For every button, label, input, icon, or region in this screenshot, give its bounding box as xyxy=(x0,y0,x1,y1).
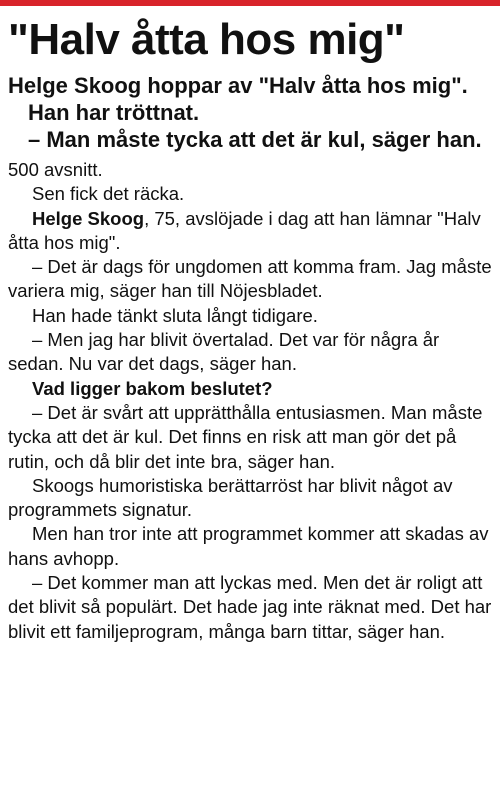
paragraph: – Det kommer man att lyckas med. Men det är roligt att det blivit så populärt. Det hade jag inte räknat med. Det har blivit ett familjeprogram, många barn tittar, säger han. xyxy=(8,572,492,642)
top-accent-bar xyxy=(0,0,500,6)
paragraph: Sen fick det räcka. xyxy=(32,183,185,205)
ingress-line-2: Han har tröttnat. xyxy=(28,100,200,125)
paragraph: Han hade tänkt sluta långt tidigare. xyxy=(32,304,318,326)
ingress-quote: – Man måste tycka att det är kul, säger han. xyxy=(28,127,482,152)
article-body xyxy=(8,158,496,644)
paragraph: – Det är svårt att upprätthålla entusiasmen. Man måste tycka att det är kul. Det finns en risk att man gör det på rutin, och då blir det inte bra, säger han. xyxy=(8,401,483,472)
paragraph xyxy=(8,207,496,256)
subheading: Vad ligger bakom beslutet? xyxy=(32,377,273,399)
paragraph-text: , 75, avslöjade i dag att han lämnar "Halv åtta hos mig". xyxy=(8,207,481,253)
article xyxy=(8,14,496,644)
ingress-line-1: Helge Skoog hoppar av "Halv åtta hos mig". xyxy=(8,73,468,98)
paragraph: Men han tror inte att programmet kommer att skadas av hans avhopp. xyxy=(8,523,489,569)
paragraph: Skoogs humoristiska berättarröst har blivit något av programmets signatur. xyxy=(8,474,453,521)
headline: "Halv åtta hos mig" xyxy=(8,15,405,64)
paragraph: 500 avsnitt. xyxy=(8,159,103,180)
paragraph: – Det är dags för ungdomen att komma fram. Jag måste variera mig, säger han till Nöjesbladet. xyxy=(8,256,492,302)
person-name: Helge Skoog xyxy=(32,207,145,229)
paragraph: – Men jag har blivit övertalad. Det var för några år sedan. Nu var det dags, säger han. xyxy=(8,329,440,375)
ingress xyxy=(8,72,496,153)
